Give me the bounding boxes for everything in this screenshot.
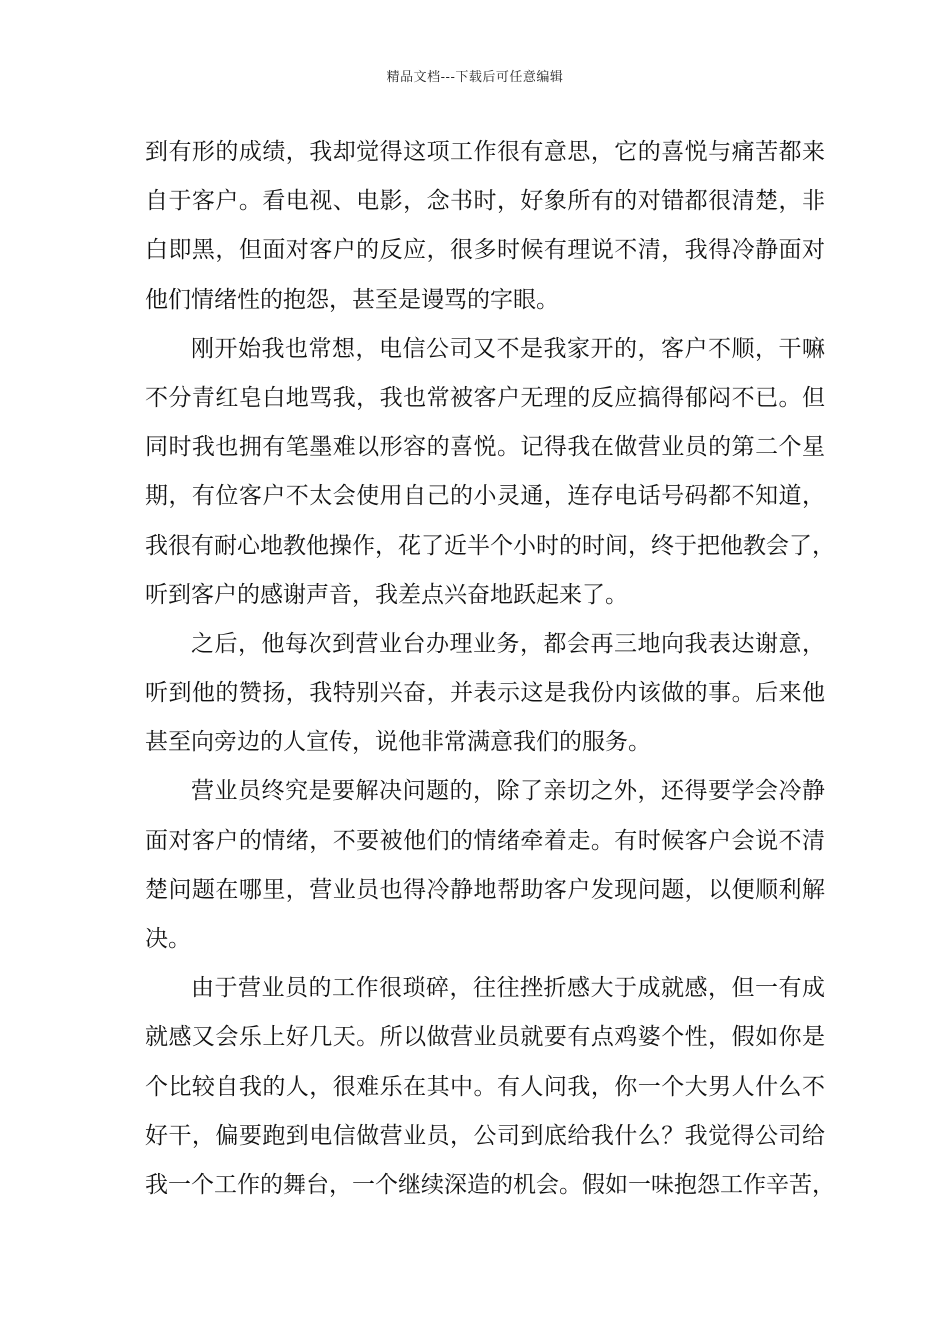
page-header: 精品文档---下载后可任意编辑 [386, 70, 564, 85]
text-line: 同时我也拥有笔墨难以形容的喜悦。记得我在做营业员的第二个星 [145, 434, 825, 461]
text-line: 个比较自我的人，很难乐在其中。有人问我，你一个大男人什么不 [145, 1073, 825, 1100]
paragraph [145, 620, 825, 768]
text-line: 好干，偏要跑到电信做营业员，公司到底给我什么？我觉得公司给 [145, 1122, 825, 1149]
text-line: 之后，他每次到营业台办理业务，都会再三地向我表达谢意， [191, 630, 825, 657]
text-line: 白即黑，但面对客户的反应，很多时候有理说不清，我得冷静面对 [145, 237, 825, 264]
paragraph [145, 964, 835, 1210]
text-line: 由于营业员的工作很琐碎，往往挫折感大于成就感，但一有成 [191, 975, 825, 1002]
text-line: 就感又会乐上好几天。所以做营业员就要有点鸡婆个性，假如你是 [145, 1024, 825, 1051]
paragraph [145, 128, 825, 325]
text-line: 他们情绪性的抱怨，甚至是谩骂的字眼。 [145, 286, 559, 313]
document-body [145, 128, 835, 1210]
text-line: 楚问题在哪里，营业员也得冷静地帮助客户发现问题，以便顺利解 [145, 876, 825, 903]
text-line: 自于客户。看电视、电影，念书时，好象所有的对错都很清楚，非 [145, 188, 825, 215]
text-line: 刚开始我也常想，电信公司又不是我家开的，客户不顺，干嘛 [191, 335, 825, 362]
text-line: 营业员终究是要解决问题的，除了亲切之外，还得要学会冷静 [191, 778, 825, 805]
text-line: 面对客户的情绪，不要被他们的情绪牵着走。有时候客户会说不清 [145, 827, 825, 854]
text-line: 期，有位客户不太会使用自己的小灵通，连存电话号码都不知道， [145, 483, 825, 510]
text-line: 听到他的赞扬，我特别兴奋，并表示这是我份内该做的事。后来他 [145, 680, 825, 707]
text-line: 听到客户的感谢声音，我差点兴奋地跃起来了。 [145, 581, 628, 608]
text-line: 我一个工作的舞台，一个继续深造的机会。假如一味抱怨工作辛苦， [145, 1171, 835, 1198]
paragraph [145, 325, 835, 620]
text-line: 我很有耐心地教他操作，花了近半个小时的时间，终于把他教会了， [145, 532, 835, 559]
text-line: 到有形的成绩，我却觉得这项工作很有意思，它的喜悦与痛苦都来 [145, 139, 825, 165]
text-line: 甚至向旁边的人宣传，说他非常满意我们的服务。 [145, 729, 651, 756]
text-line: 不分青红皂白地骂我，我也常被客户无理的反应搞得郁闷不已。但 [145, 384, 825, 411]
text-line: 决。 [145, 926, 191, 952]
paragraph [145, 767, 825, 964]
